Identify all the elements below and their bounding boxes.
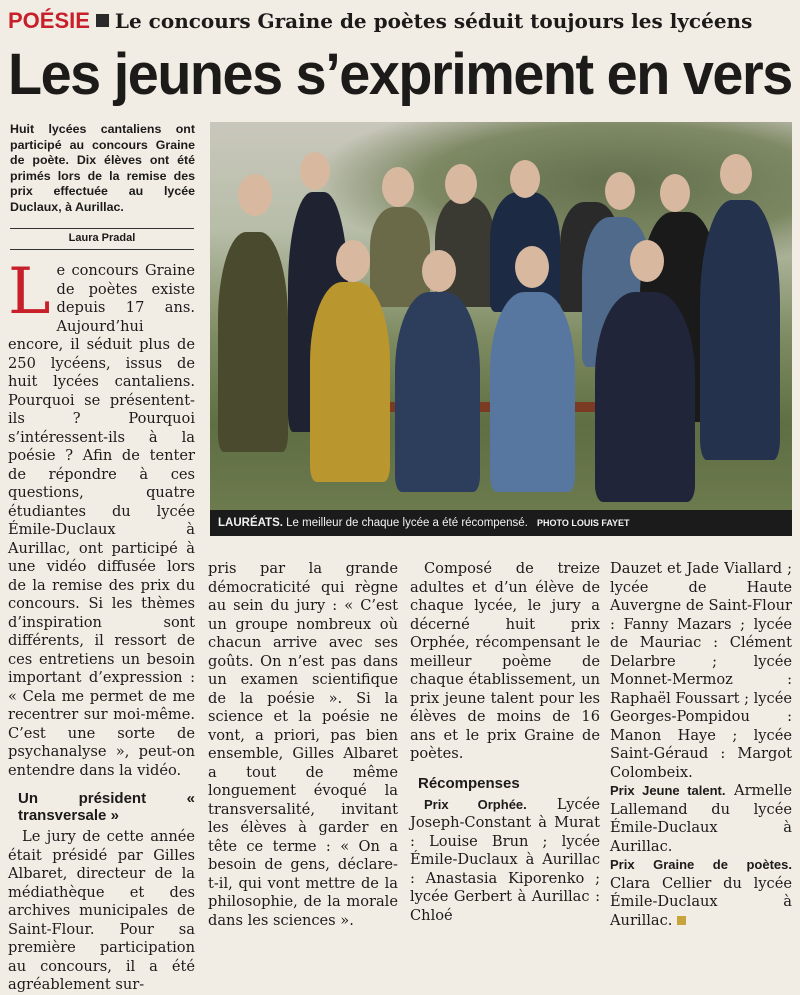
photo-person	[395, 292, 480, 492]
kicker	[8, 6, 792, 36]
group-photo	[210, 122, 792, 510]
paragraph-jury-cont: pris par la grande démocraticité qui règne au sein du jury : « C’est un groupe nombreux où chacun arrive avec ses goûts. On n’est pas dans un examen scientifique de la poésie ». Si la science et la poésie ne vont, a priori, pas bien ensemble, Gilles Albaret a tout de même longuement évoqué la transversalité, invitant les élèves à garder en tête ce terme : « On a besoin de gens, déclare-t-il, qui vont mettre de la philosophie, de la morale dans les sciences ».	[208, 560, 398, 929]
prix-orphee-cont: Dauzet et Jade Viallard ; lycée de Haute Auvergne de Saint-Flour : Fanny Mazars ; lycée de Mauriac : Clément Delarbre ; lycée Monnet-Mermoz : Raphaël Foussart ; lycée Georges-Pompidou : Manon Haye ; lycée Saint-Géraud : Margot Colombeix.	[610, 560, 792, 781]
photo-head	[630, 240, 664, 282]
prix-jeune-text: Armelle Lallemand du lycée Émile-Duclaux à Aurillac.	[610, 782, 793, 855]
section-label: POÉSIE	[8, 8, 90, 33]
photo-head	[445, 164, 477, 204]
photo-head	[720, 154, 752, 194]
square-bullet-icon	[96, 14, 109, 27]
photo-person	[490, 292, 575, 492]
byline-rule-bottom	[10, 249, 194, 250]
kicker-subtitle: Le concours Graine de poètes séduit toujours les lycéens	[114, 9, 753, 33]
article-column-4	[610, 560, 792, 930]
standfirst: Huit lycées cantaliens ont participé au concours Graine de poète. Dix élèves ont été primés lors de la remise des prix effectuée au lycée Duclaux, à Aurillac.	[10, 122, 195, 214]
dropcap: L	[8, 255, 51, 329]
prix-graine-text: Clara Cellier du lycée Émile-Duclaux à Aurillac.	[610, 874, 792, 929]
photo-head	[300, 152, 330, 190]
paragraph-jury: Le jury de cette année était présidé par Gilles Albaret, directeur de la médiathèque et des archives municipales de Saint-Flour. Pour sa première participation au concours, il a été agréablement sur-	[8, 828, 195, 993]
subhead-recompenses: Récompenses	[418, 774, 520, 792]
intertitle: Un président « transversale »	[18, 790, 195, 824]
prix-orphee-text: Lycée Joseph-Constant à Murat : Louise Brun ; lycée Émile-Duclaux à Aurillac : Anastasia Kiporenko ; lycée Gerbert à Aurillac : Chloé	[410, 795, 600, 924]
photo-head	[422, 250, 456, 292]
paragraph-intro: e concours Graine de poètes existe depuis 17 ans. Aujourd’hui encore, il séduit plus de 250 lycéens, issus de huit lycées cantaliens. Pourquoi se présentent-ils ? Pourquoi s’intéressent-ils à la poésie ? Afin de tenter de répondre à ces questions, quatre étudiantes du lycée Émile-Duclaux à Aurillac, ont participé à une vidéo diffusée lors de la remise des prix du concours. Si les thèmes d’inspiration sont différents, il ressort de ces entretiens un besoin important d’expression : « Cela me permet de me recentrer sur moi-même. C’est une sorte de psychanalyse », peut-on entendre dans la vidéo.	[8, 262, 195, 779]
headline: Les jeunes s’expriment en vers	[8, 42, 792, 107]
article-column-3	[410, 560, 600, 925]
prix-orphee-label: Prix Orphée.	[424, 796, 527, 812]
photo-person	[310, 282, 390, 482]
photo-person	[700, 200, 780, 460]
photo-head	[660, 174, 690, 212]
photo-head	[515, 246, 549, 288]
caption-label: LAURÉATS.	[218, 517, 283, 529]
photo-person	[370, 207, 430, 307]
photo-head	[336, 240, 370, 282]
byline: Laura Pradal	[68, 232, 136, 244]
byline-rule-top	[10, 228, 194, 229]
photo-head	[382, 167, 414, 207]
prix-jeune-label: Prix Jeune talent.	[610, 783, 726, 798]
paragraph-jury-composition: Composé de treize adultes et d’un élève de chaque lycée, le jury a décerné huit prix Orphée, récompensant le meilleur poème de chaque établissement, un prix jeune talent pour les élèves de moins de 16 ans et le prix Graine de poètes.	[410, 560, 600, 762]
photo-head	[238, 174, 272, 216]
article-column-2	[208, 560, 398, 930]
photo-credit: PHOTO LOUIS FAYET	[537, 518, 630, 528]
photo-head	[605, 172, 635, 210]
photo-person	[595, 292, 695, 502]
photo-head	[510, 160, 540, 198]
end-of-article-icon	[677, 916, 686, 925]
caption-text: Le meilleur de chaque lycée a été récompensé.	[286, 517, 528, 529]
article-column-1	[8, 255, 195, 995]
photo-person	[218, 232, 288, 452]
photo-caption	[210, 510, 792, 536]
prix-graine-label: Prix Graine de poètes.	[610, 857, 792, 872]
